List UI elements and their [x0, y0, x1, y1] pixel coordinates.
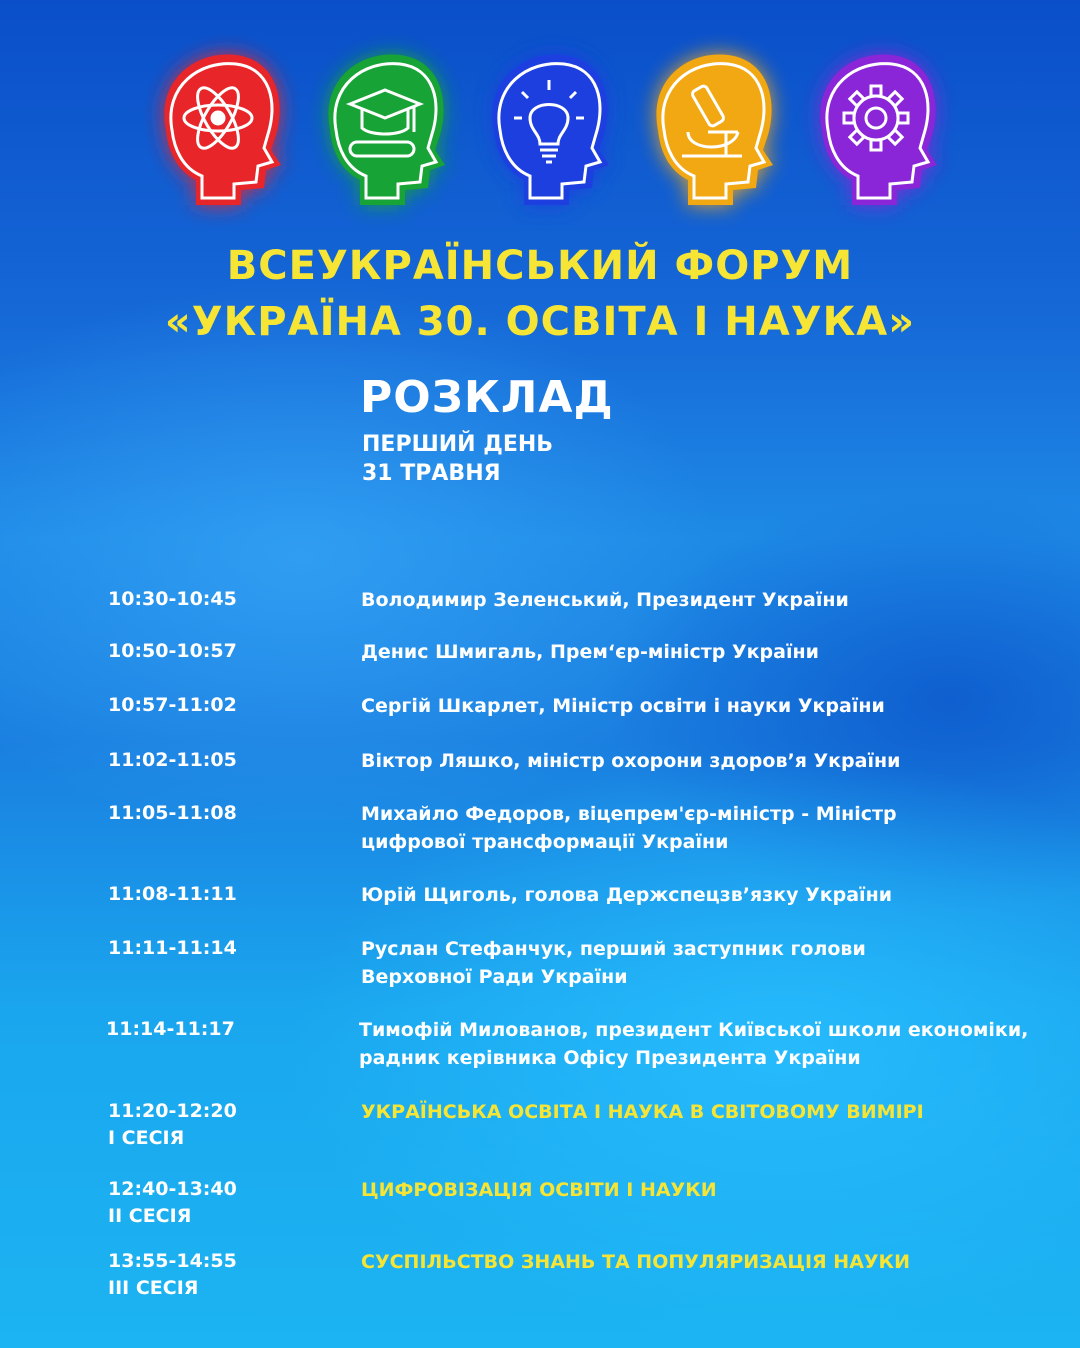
gear-head-icon [802, 40, 952, 210]
session-label: I СЕСІЯ [108, 1127, 185, 1149]
atom-head-icon [146, 40, 296, 210]
session-title: УКРАЇНСЬКА ОСВІТА І НАУКА В СВІТОВОМУ ВИМІРІ [361, 1101, 924, 1123]
schedule-speaker: Сергій Шкарлет, Міністр освіти і науки України [361, 695, 885, 717]
schedule-time: 10:57-11:02 [108, 694, 237, 716]
lightbulb-head-icon [474, 40, 624, 210]
schedule-time: 10:30-10:45 [108, 588, 237, 610]
schedule-speaker: Тимофій Милованов, президент Київської школи економіки, радник керівника Офісу Президента України [359, 1019, 1029, 1069]
schedule-speaker: Денис Шмигаль, Прем‘єр-міністр України [361, 641, 819, 663]
session-time-range: 11:20-12:20 [108, 1100, 237, 1122]
schedule-speaker: Володимир Зеленський, Президент України [361, 589, 849, 611]
session-time [108, 1248, 237, 1302]
session-title: ЦИФРОВІЗАЦІЯ ОСВІТИ І НАУКИ [361, 1179, 717, 1201]
schedule-speaker: Михайло Федоров, віцепрем'єр-міністр - Міністр цифрової трансформації України [361, 803, 897, 853]
schedule-time: 11:11-11:14 [108, 937, 237, 959]
forum-title-line-2: «УКРАЇНА 30. ОСВІТА І НАУКА» [164, 299, 916, 345]
session-label: II СЕСІЯ [108, 1205, 192, 1227]
schedule-speaker: Віктор Ляшко, міністр охорони здоров’я України [361, 750, 901, 772]
session-title: СУСПІЛЬСТВО ЗНАНЬ ТА ПОПУЛЯРИЗАЦІЯ НАУКИ [361, 1251, 910, 1273]
session-time [108, 1176, 237, 1230]
graduation-cap-head-icon [310, 40, 460, 210]
schedule-speaker: Руслан Стефанчук, перший заступник голови Верховної Ради України [361, 938, 866, 988]
microscope-head-icon [638, 40, 788, 210]
schedule-time: 11:08-11:11 [108, 883, 237, 905]
schedule-heading: РОЗКЛАД [360, 372, 614, 423]
schedule-time: 11:05-11:08 [108, 802, 237, 824]
schedule-speaker: Юрій Щиголь, голова Держспецзв’язку України [361, 884, 893, 906]
session-time [108, 1098, 237, 1152]
schedule-date: 31 ТРАВНЯ [362, 461, 501, 486]
schedule-time: 11:02-11:05 [108, 749, 237, 771]
forum-title-line-1: ВСЕУКРАЇНСЬКИЙ ФОРУМ [226, 243, 854, 289]
schedule-time: 11:14-11:17 [106, 1018, 235, 1040]
session-time-range: 12:40-13:40 [108, 1178, 237, 1200]
session-label: III СЕСІЯ [108, 1277, 199, 1299]
schedule-day: ПЕРШИЙ ДЕНЬ [362, 432, 554, 457]
schedule-time: 10:50-10:57 [108, 640, 237, 662]
session-time-range: 13:55-14:55 [108, 1250, 237, 1272]
icons-row [0, 40, 1080, 220]
